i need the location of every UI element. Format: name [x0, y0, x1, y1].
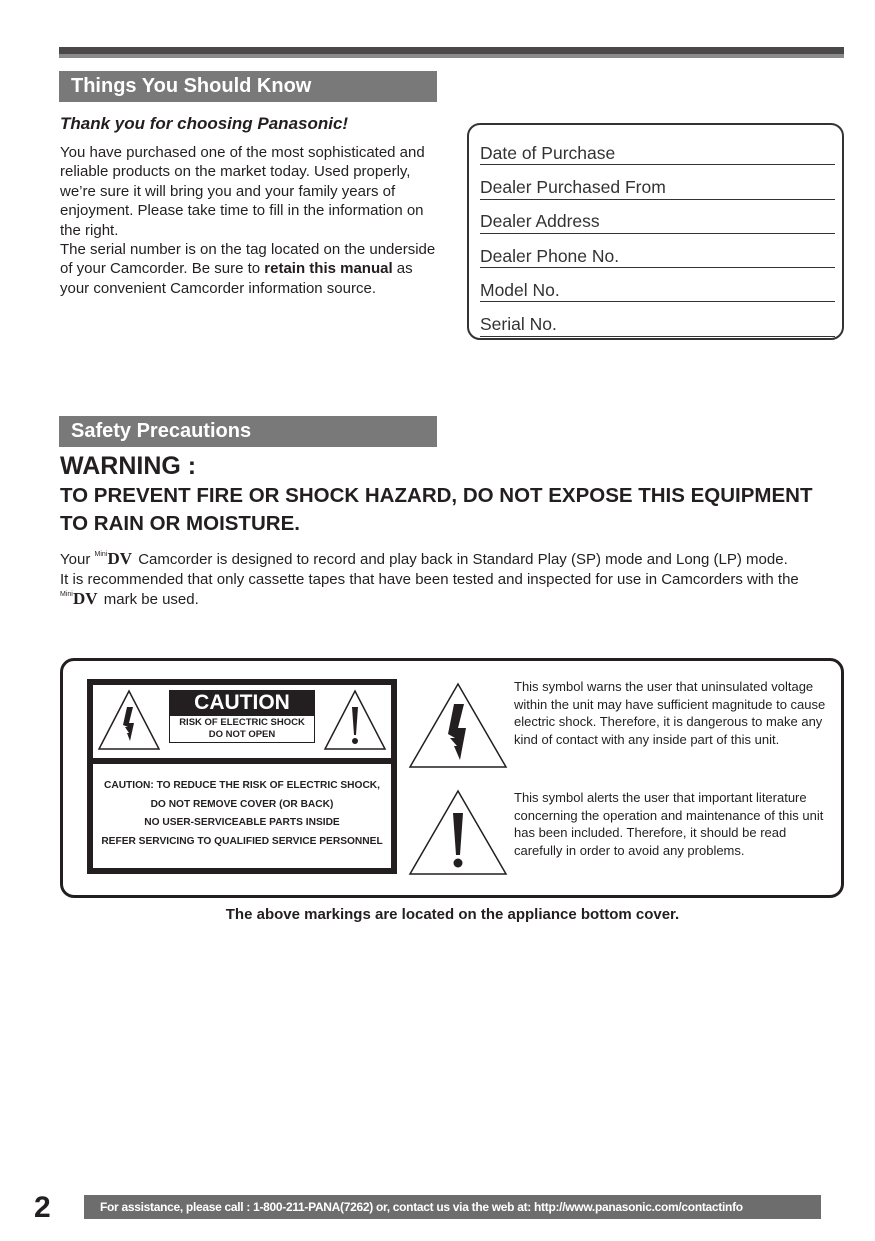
page-number: 2	[34, 1191, 51, 1224]
assistance-footer: For assistance, please call : 1-800-211-PANA(7262) or, contact us via the web at: http://www.panasonic.com/contactinfo	[84, 1195, 821, 1219]
field-dealer-address: Dealer Address	[480, 200, 835, 234]
text: mark be used.	[99, 591, 199, 608]
text: The serial number is on the tag located on the underside of your Camcorder. Be sure to	[60, 241, 436, 278]
field-dealer-purchased-from: Dealer Purchased From	[480, 165, 835, 199]
field-date-of-purchase: Date of Purchase	[480, 131, 835, 165]
risk-line: DO NOT OPEN	[208, 729, 276, 740]
caution-line: REFER SERVICING TO QUALIFIED SERVICE PERSONNEL	[101, 835, 383, 847]
markings-caption: The above markings are located on the appliance bottom cover.	[225, 906, 680, 923]
logo-dv: DV	[107, 549, 133, 568]
minidv-logo	[94, 549, 132, 569]
warning-title: WARNING :	[60, 452, 197, 480]
emphasis: retain this manual	[264, 260, 393, 278]
top-rule	[59, 47, 844, 58]
risk-text	[169, 715, 315, 743]
thanks-heading: Thank you for choosing Panasonic!	[60, 114, 349, 133]
intro-paragraph	[60, 143, 445, 298]
exclamation-symbol-description: This symbol alerts the user that important literature concerning the operation and maintenance of this unit has been included. Therefore, it should be read carefully in order to avoid any problems.	[514, 790, 824, 858]
section-header-safety-precautions: Safety Precautions	[59, 416, 437, 447]
caution-label	[87, 679, 397, 874]
exclamation-warning-icon	[323, 689, 387, 751]
caution-instructions	[93, 764, 391, 868]
section-header-things-you-should-know: Things You Should Know	[59, 71, 437, 102]
field-serial-no: Serial No.	[480, 302, 835, 336]
lightning-symbol-description: This symbol warns the user that uninsulated voltage within the unit may have sufficient magnitude to cause electric shock. Therefore, it is dangerous to make any kind of contact with any inside part of this unit.	[514, 679, 826, 747]
field-dealer-phone: Dealer Phone No.	[480, 234, 835, 268]
logo-mini: Mini	[60, 591, 73, 598]
purchase-record-box	[467, 123, 844, 340]
lightning-symbol-icon	[408, 682, 508, 770]
text: as your convenient Camcorder information source.	[60, 260, 413, 297]
text: It is recommended that only cassette tapes that have been tested and inspected for use in Camcorders with the	[60, 570, 799, 588]
text: Your	[60, 551, 95, 568]
minidv-paragraph	[60, 549, 840, 610]
intro-text: You have purchased one of the most sophisticated and reliable products on the market today. Used properly, we’re sure it will bring you and your family years of enjoyment. Please take time to fill in the information on the right.	[60, 144, 425, 239]
lightning-warning-icon	[97, 689, 161, 751]
caution-title: CAUTION	[169, 690, 315, 715]
field-model-no: Model No.	[480, 268, 835, 302]
warning-subtitle: TO PREVENT FIRE OR SHOCK HAZARD, DO NOT EXPOSE THIS EQUIPMENT TO RAIN OR MOISTURE.	[60, 484, 813, 535]
serial-note	[60, 240, 445, 298]
caution-line: NO USER-SERVICEABLE PARTS INSIDE	[144, 817, 340, 828]
logo-mini: Mini	[94, 551, 108, 558]
risk-line: RISK OF ELECTRIC SHOCK	[179, 717, 305, 728]
caution-line: CAUTION: TO REDUCE THE RISK OF ELECTRIC SHOCK,	[103, 780, 380, 791]
caution-line: DO NOT REMOVE COVER (OR BACK)	[150, 798, 334, 810]
exclamation-symbol-icon	[408, 789, 508, 877]
logo-dv: DV	[73, 589, 98, 608]
minidv-logo	[60, 589, 98, 609]
text: Camcorder is designed to record and play back in Standard Play (SP) mode and Long (LP) mode.	[134, 551, 788, 568]
